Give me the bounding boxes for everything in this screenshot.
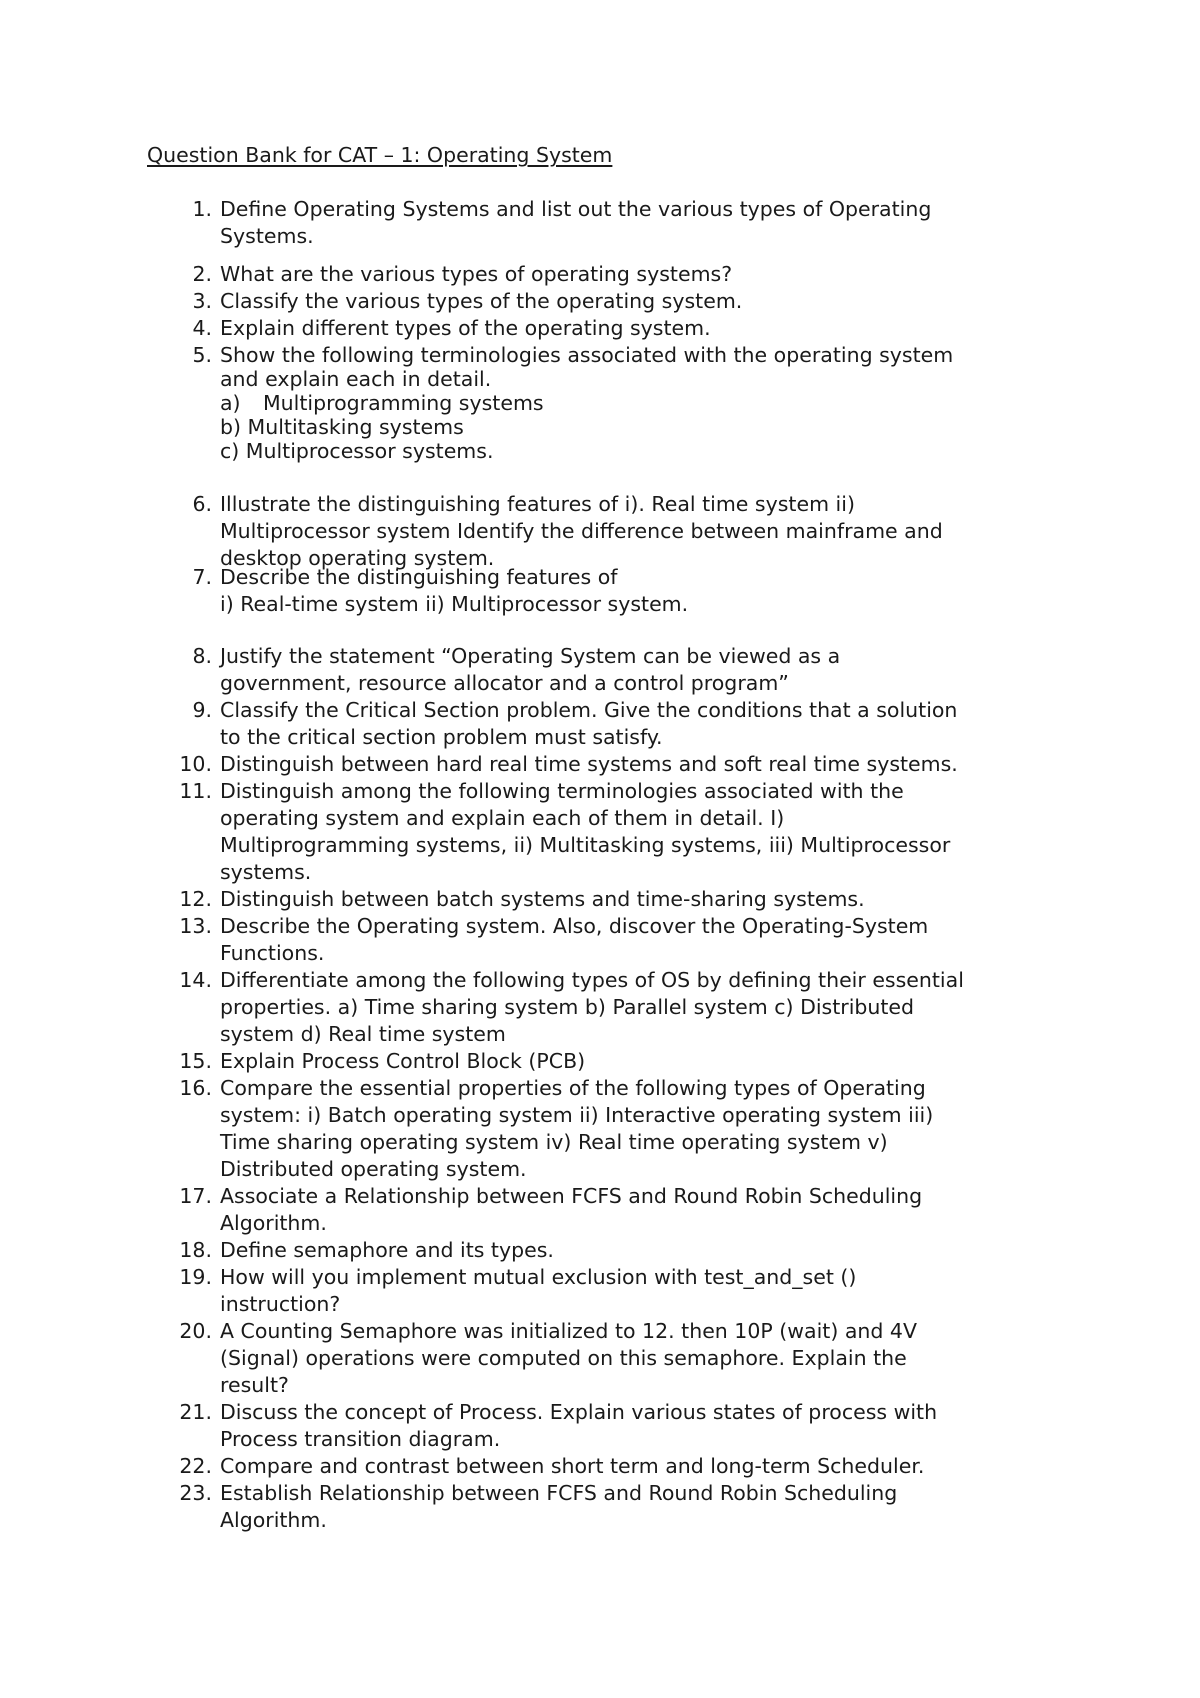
question-text-line: systems. (220, 860, 312, 884)
question-number: 17. (179, 1184, 212, 1208)
question-text-line: Define semaphore and its types. (220, 1238, 554, 1262)
question-text-line: Establish Relationship between FCFS and Round Robin Scheduling (220, 1481, 898, 1505)
question-text-line: Distributed operating system. (220, 1157, 527, 1181)
question-text-line: Distinguish among the following terminologies associated with the (220, 779, 904, 803)
page-title: Question Bank for CAT – 1: Operating System (147, 143, 613, 167)
question-text-line: (Signal) operations were computed on this semaphore. Explain the (220, 1346, 907, 1370)
question-number: 12. (179, 887, 212, 911)
question-text-line: Justify the statement “Operating System can be viewed as a (220, 644, 841, 668)
sub-item-text: c) Multiprocessor systems. (220, 439, 494, 463)
question-number: 10. (179, 752, 212, 776)
question-text-line: Algorithm. (220, 1508, 327, 1532)
question-text-line: Illustrate the distinguishing features of i). Real time system ii) (220, 492, 855, 516)
question-number: 20. (179, 1319, 212, 1343)
question-number: 13. (179, 914, 212, 938)
question-text-line: Classify the Critical Section problem. Give the conditions that a solution (220, 698, 958, 722)
question-number: 14. (179, 968, 212, 992)
question-text-line: Explain Process Control Block (PCB) (220, 1049, 586, 1073)
question-text-line: Define Operating Systems and list out the various types of Operating (220, 197, 932, 221)
question-text-line: properties. a) Time sharing system b) Parallel system c) Distributed (220, 995, 915, 1019)
question-text-line: result? (220, 1373, 289, 1397)
question-text-line: Show the following terminologies associated with the operating system (220, 343, 954, 367)
question-number: 16. (179, 1076, 212, 1100)
question-number: 22. (179, 1454, 212, 1478)
question-text-line: to the critical section problem must satisfy. (220, 725, 663, 749)
question-number: 5. (192, 343, 212, 367)
question-number: 7. (192, 565, 212, 589)
question-text-line: Classify the various types of the operating system. (220, 289, 743, 313)
question-number: 19. (179, 1265, 212, 1289)
question-number: 15. (179, 1049, 212, 1073)
question-number: 4. (192, 316, 212, 340)
question-text-line: and explain each in detail. (220, 367, 492, 391)
question-text-line: Process transition diagram. (220, 1427, 501, 1451)
question-text-line: Multiprocessor system Identify the difference between mainframe and (220, 519, 943, 543)
question-number: 9. (192, 698, 212, 722)
question-text-line: Differentiate among the following types of OS by defining their essential (220, 968, 964, 992)
question-text-line: Describe the distinguishing features of (220, 565, 618, 589)
question-number: 18. (179, 1238, 212, 1262)
question-text-line: How will you implement mutual exclusion with test_and_set () (220, 1265, 857, 1289)
question-text-line: instruction? (220, 1292, 341, 1316)
question-text-line: Algorithm. (220, 1211, 327, 1235)
question-number: 11. (179, 779, 212, 803)
question-text-line: Discuss the concept of Process. Explain various states of process with (220, 1400, 938, 1424)
question-number: 21. (179, 1400, 212, 1424)
question-text-line: Compare the essential properties of the following types of Operating (220, 1076, 926, 1100)
question-text-line: Functions. (220, 941, 325, 965)
question-text-line: i) Real-time system ii) Multiprocessor system. (220, 592, 689, 616)
question-text-line: Time sharing operating system iv) Real time operating system v) (220, 1130, 888, 1154)
question-text-line: Distinguish between hard real time systems and soft real time systems. (220, 752, 958, 776)
sub-item-label: a) (220, 391, 241, 415)
question-text-line: Explain different types of the operating system. (220, 316, 711, 340)
question-text-line: Associate a Relationship between FCFS and Round Robin Scheduling (220, 1184, 923, 1208)
question-number: 1. (192, 197, 212, 221)
question-text-line: Systems. (220, 224, 314, 248)
question-text-line: Distinguish between batch systems and time-sharing systems. (220, 887, 865, 911)
question-text-line: Multiprogramming systems, ii) Multitasking systems, iii) Multiprocessor (220, 833, 951, 857)
question-number: 6. (192, 492, 212, 516)
sub-item-text: b) Multitasking systems (220, 415, 464, 439)
question-number: 8. (192, 644, 212, 668)
sub-item-text: Multiprogramming systems (263, 391, 544, 415)
question-number: 2. (192, 262, 212, 286)
question-text-line: Describe the Operating system. Also, discover the Operating-System (220, 914, 929, 938)
question-text-line: system d) Real time system (220, 1022, 506, 1046)
question-text-line: What are the various types of operating systems? (220, 262, 733, 286)
question-text-line: A Counting Semaphore was initialized to 12. then 10P (wait) and 4V (220, 1319, 917, 1343)
question-number: 23. (179, 1481, 212, 1505)
question-text-line: government, resource allocator and a control program” (220, 671, 789, 695)
question-text-line: Compare and contrast between short term and long-term Scheduler. (220, 1454, 925, 1478)
question-text-line: system: i) Batch operating system ii) Interactive operating system iii) (220, 1103, 934, 1127)
question-number: 3. (192, 289, 212, 313)
question-text-line: desktop operating system. (220, 546, 495, 570)
question-text-line: operating system and explain each of them in detail. I) (220, 806, 785, 830)
